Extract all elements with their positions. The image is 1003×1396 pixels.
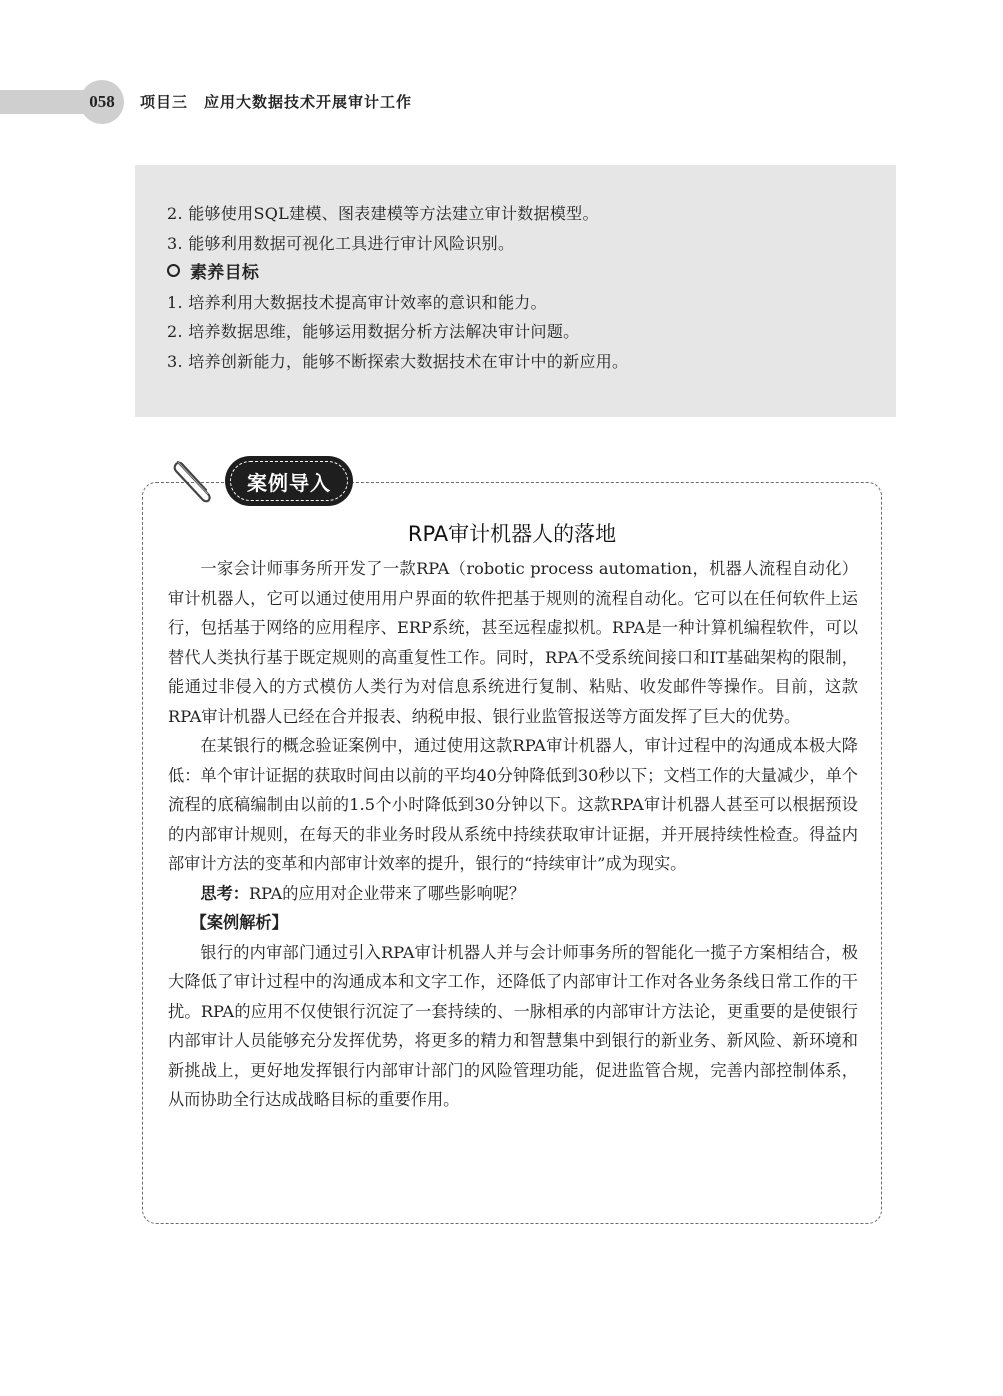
objective-line: 3. 能够利用数据可视化工具进行审计风险识别。 bbox=[167, 234, 515, 253]
running-header-title: 项目三 应用大数据技术开展审计工作 bbox=[140, 93, 413, 111]
case-badge-label: 案例导入 bbox=[230, 461, 348, 501]
objectives-box bbox=[135, 165, 896, 417]
think-text: RPA的应用对企业带来了哪些影响呢？ bbox=[248, 883, 526, 903]
paperclip-icon bbox=[166, 454, 220, 508]
case-title: RPA审计机器人的落地 bbox=[407, 522, 617, 546]
circle-bullet-icon bbox=[167, 264, 180, 277]
case-body bbox=[168, 554, 858, 1115]
objective-line: 2. 培养数据思维，能够运用数据分析方法解决审计问题。 bbox=[167, 322, 580, 341]
objective-line: 3. 培养创新能力，能够不断探索大数据技术在审计中的新应用。 bbox=[167, 352, 629, 371]
think-question bbox=[168, 879, 858, 909]
case-paragraph: 在某银行的概念验证案例中，通过使用这款RPA审计机器人，审计过程中的沟通成本极大降低：单个审计证据的获取时间由以前的平均40分钟降低到30秒以下；文档工作的大量减少，单个流程的底稿编制由以前的1.5个小时降低到30分钟以下。这款RPA审计机器人甚至可以根据预设的内部审计规则，在每天的非业务时段从系统中持续获取审计证据，并开展持续性检查。得益内部审计方法的变革和内部审计效率的提升，银行的“持续审计”成为现实。 bbox=[168, 736, 858, 873]
objective-line: 1. 培养利用大数据技术提高审计效率的意识和能力。 bbox=[167, 293, 547, 312]
think-label: 思考： bbox=[200, 883, 249, 903]
page-number: 058 bbox=[80, 80, 124, 124]
case-paragraph: 一家会计师事务所开发了一款RPA（robotic process automation，机器人流程自动化）审计机器人，它可以通过使用用户界面的软件把基于规则的流程自动化。它可以在任何软件上运行，包括基于网络的应用程序、ERP系统，甚至远程虚拟机。RPA是一种计算机编程软件，可以替代人类执行基于既定规则的高重复性工作。同时，RPA不受系统间接口和IT基础架构的限制，能通过非侵入的方式模仿人类行为对信息系统进行复制、粘贴、收发邮件等操作。目前，这款RPA审计机器人已经在合并报表、纳税申报、银行业监管报送等方面发挥了巨大的优势。 bbox=[168, 559, 858, 726]
quality-heading-label: 素养目标 bbox=[190, 263, 260, 283]
analysis-paragraph: 银行的内审部门通过引入RPA审计机器人并与会计师事务所的智能化一揽子方案相结合，极大降低了审计过程中的沟通成本和文字工作，还降低了内部审计工作对各业务条线日常工作的干扰。RPA的应用不仅使银行沉淀了一套持续的、一脉相承的内部审计方法论，更重要的是使银行内部审计人员能够充分发挥优势，将更多的精力和智慧集中到银行的新业务、新风险、新环境和新挑战上，更好地发挥银行内部审计部门的风险管理功能，促进监管合规，完善内部控制体系，从而协助全行达成战略目标的重要作用。 bbox=[168, 942, 858, 1109]
case-badge bbox=[225, 456, 353, 506]
analysis-heading: 【案例解析】 bbox=[190, 913, 288, 932]
quality-objectives-heading bbox=[167, 262, 259, 284]
objective-line: 2. 能够使用SQL建模、图表建模等方法建立审计数据模型。 bbox=[167, 204, 599, 223]
